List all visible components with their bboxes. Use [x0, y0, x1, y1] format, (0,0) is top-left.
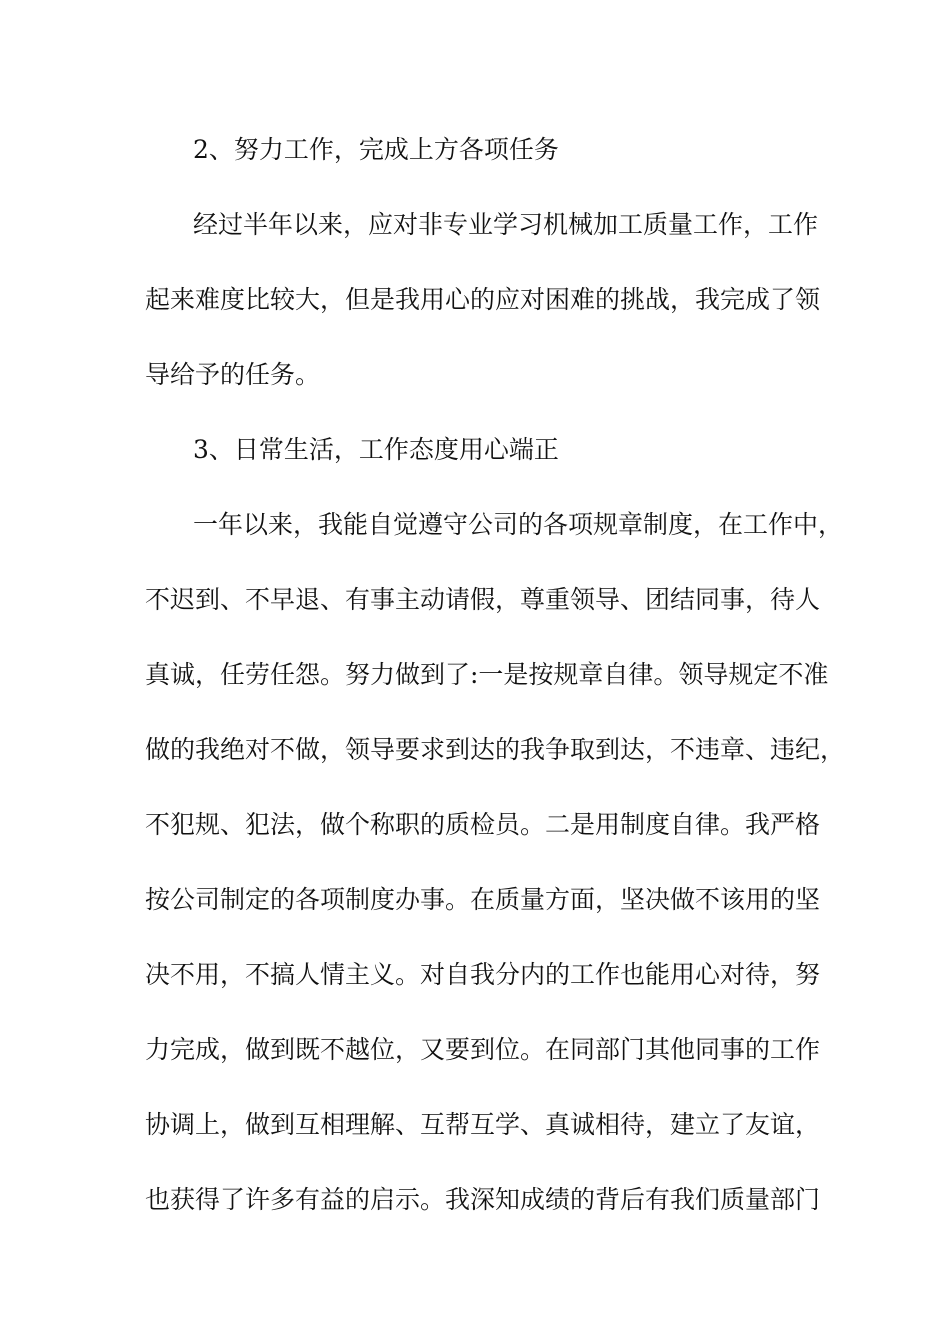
- paragraph-line: 不犯规、犯法，做个称职的质检员。二是用制度自律。我严格: [145, 810, 821, 839]
- paragraph-line: 不迟到、不早退、有事主动请假，尊重领导、团结同事，待人: [145, 585, 821, 614]
- paragraph-line: 导给予的任务。: [145, 360, 321, 389]
- paragraph-line: 做的我绝对不做，领导要求到达的我争取到达，不违章、违纪，: [145, 735, 846, 764]
- paragraph-line: 也获得了许多有益的启示。我深知成绩的背后有我们质量部门: [145, 1185, 821, 1214]
- paragraph-line: 真诚，任劳任怨。努力做到了:一是按规章自律。领导规定不准: [145, 660, 829, 689]
- paragraph-line: 按公司制定的各项制度办事。在质量方面，坚决做不该用的坚: [145, 885, 821, 914]
- paragraph-line: 协调上，做到互相理解、互帮互学、真诚相待，建立了友谊，: [145, 1110, 821, 1139]
- section-heading-3: 3、日常生活，工作态度用心端正: [193, 435, 559, 464]
- section-heading-2: 2、努力工作，完成上方各项任务: [193, 135, 559, 164]
- paragraph-line: 力完成，做到既不越位，又要到位。在同部门其他同事的工作: [145, 1035, 821, 1064]
- paragraph-line: 起来难度比较大，但是我用心的应对困难的挑战，我完成了领: [145, 285, 821, 314]
- paragraph-line: 决不用，不搞人情主义。对自我分内的工作也能用心对待，努: [145, 960, 821, 989]
- paragraph-line: 经过半年以来，应对非专业学习机械加工质量工作，工作: [193, 210, 819, 239]
- paragraph-line: 一年以来，我能自觉遵守公司的各项规章制度，在工作中，: [193, 510, 844, 539]
